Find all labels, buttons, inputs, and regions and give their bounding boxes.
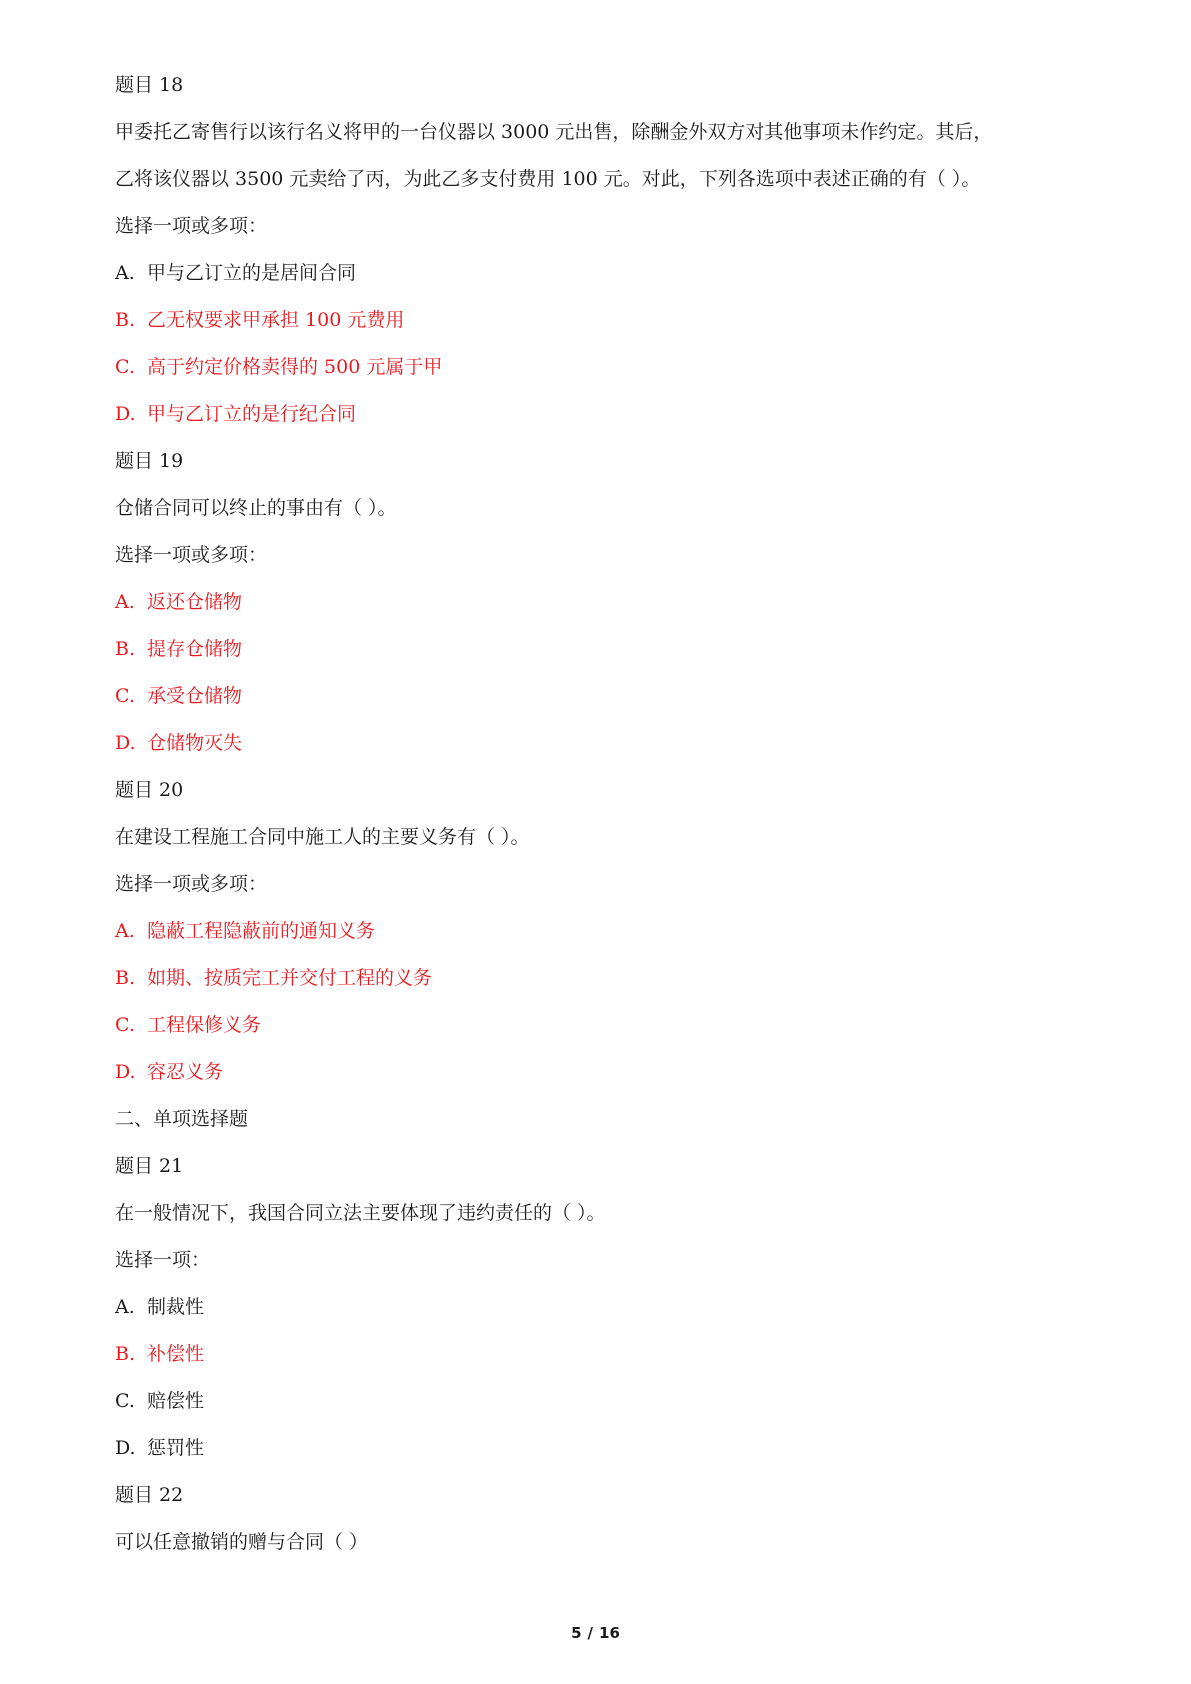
question-block xyxy=(115,767,1095,1096)
option-letter: C. xyxy=(115,685,135,707)
option-text: 承受仓储物 xyxy=(147,685,243,707)
answer-option xyxy=(115,1049,1095,1096)
answer-option xyxy=(115,720,1095,767)
question-instruction: 选择一项或多项： xyxy=(115,215,268,237)
option-letter: B. xyxy=(115,309,136,331)
option-text: 乙无权要求甲承担 100 元费用 xyxy=(147,309,405,331)
option-letter: B. xyxy=(115,967,136,989)
answer-option xyxy=(115,955,1095,1002)
option-letter: A. xyxy=(115,591,135,613)
page-content xyxy=(115,62,1095,1566)
question-stem-line: 甲委托乙寄售行以该行名义将甲的一台仪器以 3000 元出售，除酬金外双方对其他事项未作约定。其后， xyxy=(115,121,993,143)
option-text: 如期、按质完工并交付工程的义务 xyxy=(147,967,433,989)
page-separator: / xyxy=(587,1624,594,1642)
section-heading: 二、单项选择题 xyxy=(115,1108,249,1130)
answer-option xyxy=(115,1378,1095,1425)
answer-option xyxy=(115,626,1095,673)
option-text: 惩罚性 xyxy=(147,1437,205,1459)
answer-option xyxy=(115,250,1095,297)
option-text: 仓储物灭失 xyxy=(147,732,243,754)
answer-option xyxy=(115,1425,1095,1472)
option-text: 容忍义务 xyxy=(147,1061,224,1083)
question-stem-line: 在一般情况下，我国合同立法主要体现了违约责任的（ ）。 xyxy=(115,1202,606,1224)
option-letter: B. xyxy=(115,638,136,660)
question-stem-line: 乙将该仪器以 3500 元卖给了丙，为此乙多支付费用 100 元。对此，下列各选项中表述正确的有（ ）。 xyxy=(115,168,981,190)
option-text: 工程保修义务 xyxy=(147,1014,262,1036)
option-text: 甲与乙订立的是居间合同 xyxy=(147,262,357,284)
option-letter: D. xyxy=(115,732,136,754)
option-letter: C. xyxy=(115,356,135,378)
option-text: 高于约定价格卖得的 500 元属于甲 xyxy=(147,356,443,378)
option-text: 补偿性 xyxy=(147,1343,205,1365)
question-instruction: 选择一项或多项： xyxy=(115,544,268,566)
option-letter: D. xyxy=(115,1437,136,1459)
option-letter: A. xyxy=(115,920,135,942)
answer-option xyxy=(115,579,1095,626)
option-letter: C. xyxy=(115,1014,135,1036)
question-block xyxy=(115,438,1095,767)
option-letter: B. xyxy=(115,1343,136,1365)
question-title: 题目 19 xyxy=(115,450,184,472)
option-letter: D. xyxy=(115,1061,136,1083)
question-title: 题目 22 xyxy=(115,1484,184,1506)
option-text: 甲与乙订立的是行纪合同 xyxy=(147,403,357,425)
answer-option xyxy=(115,391,1095,438)
question-block xyxy=(115,1143,1095,1472)
question-list-multi xyxy=(115,62,1095,1096)
answer-option xyxy=(115,344,1095,391)
question-instruction: 选择一项或多项： xyxy=(115,873,268,895)
answer-option xyxy=(115,1331,1095,1378)
page-footer xyxy=(0,1624,1191,1642)
total-page-count: 16 xyxy=(599,1624,620,1642)
question-block xyxy=(115,62,1095,438)
answer-option xyxy=(115,1002,1095,1049)
option-letter: C. xyxy=(115,1390,135,1412)
question-stem-line: 可以任意撤销的赠与合同（ ） xyxy=(115,1531,369,1553)
answer-option xyxy=(115,673,1095,720)
answer-option xyxy=(115,908,1095,955)
option-letter: D. xyxy=(115,403,136,425)
question-block xyxy=(115,1472,1095,1566)
question-stem-line: 仓储合同可以终止的事由有（ ）。 xyxy=(115,497,397,519)
question-title: 题目 21 xyxy=(115,1155,184,1177)
option-text: 隐蔽工程隐蔽前的通知义务 xyxy=(147,920,376,942)
option-letter: A. xyxy=(115,1296,135,1318)
option-text: 返还仓储物 xyxy=(147,591,243,613)
question-title: 题目 20 xyxy=(115,779,184,801)
option-text: 提存仓储物 xyxy=(147,638,243,660)
option-letter: A. xyxy=(115,262,135,284)
question-title: 题目 18 xyxy=(115,74,184,96)
question-list-single xyxy=(115,1143,1095,1566)
option-text: 赔偿性 xyxy=(147,1390,205,1412)
option-text: 制裁性 xyxy=(147,1296,205,1318)
answer-option xyxy=(115,1284,1095,1331)
question-stem-line: 在建设工程施工合同中施工人的主要义务有（ ）。 xyxy=(115,826,530,848)
answer-option xyxy=(115,297,1095,344)
question-instruction: 选择一项： xyxy=(115,1249,211,1271)
current-page-number: 5 xyxy=(571,1624,582,1642)
